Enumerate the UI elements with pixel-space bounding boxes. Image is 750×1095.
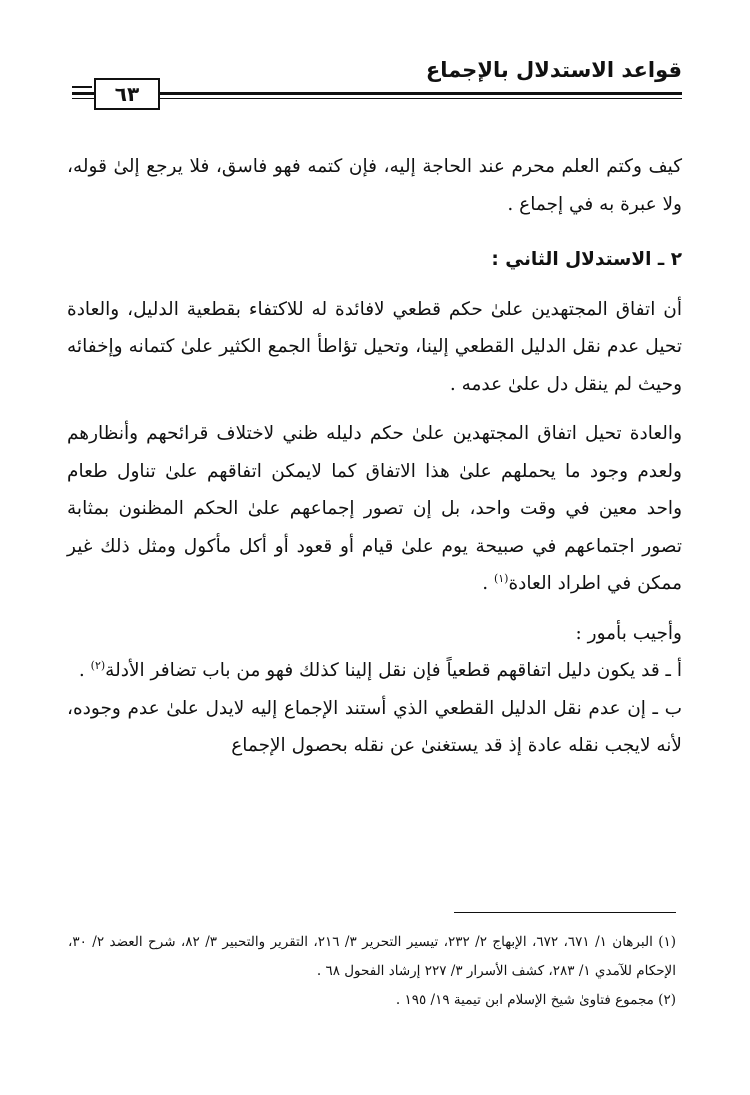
footnote-2: (٢) مجموع فتاوىٰ شيخ الإسلام ابن تيمية ١٩/ ١٩٥ . (395, 992, 676, 1008)
paragraph-2: أن اتفاق المجتهدين علىٰ حكم قطعي لافائدة له للاكتفاء بقطعية الدليل، والعادة تحيل عدم نقل الدليل القطعي إلينا، وتحيل تؤاطأ الجمع الكثير علىٰ كتمانه وإخفائه وحيث لم ينقل دل علىٰ عدمه . (67, 298, 682, 395)
paragraph-3-text: والعادة تحيل اتفاق المجتهدين علىٰ حكم دليله ظني لاختلاف قرائحهم وأنظارهم ولعدم وجود ما يحملهم علىٰ هذا الاتفاق كما لايمكن اتفاقهم علىٰ تناول طعام واحد معين في وقت واحد، بل إن تصور إجماعهم علىٰ الحكم المظنون بمثابة تصور اجتماعهم في صبيحة يوم علىٰ قيام أو قعود أو أكل مأكول ومثل ذلك غير ممكن في اطراد العادة (67, 423, 682, 594)
paragraph-1: كيف وكتم العلم محرم عند الحاجة إليه، فإن كتمه فهو فاسق، فلا يرجع إلىٰ قوله، ولا عبرة به في إجماع . (67, 156, 682, 215)
answer-a-end: . (78, 660, 91, 681)
running-title: قواعد الاستدلال بالإجماع (425, 58, 682, 82)
page-number: ٦٣ (94, 78, 160, 110)
footnote-ref-1: (١) (493, 571, 509, 585)
running-header (72, 58, 682, 106)
answer-intro: وأجيب بأمور : (575, 622, 682, 644)
footnote-ref-2: (٢) (90, 658, 106, 672)
section-heading: ٢ ـ الاستدلال الثاني : (491, 249, 682, 270)
header-rule-thick (72, 92, 682, 95)
paragraph-3-end: . (482, 573, 494, 594)
footnote-1: (١) البرهان ١/ ٦٧١، ٦٧٢، الإبهاج ٢/ ٢٣٢، تيسير التحرير ٣/ ٢١٦، التقرير والتحبير ٣/ ٨٢، شرح العضد ٢/ ٣٠، الإحكام للآمدي ١/ ٢٨٣، كشف الأسرار ٣/ ٢٢٧ إرشاد الفحول ٦٨ . (68, 934, 677, 979)
main-text (67, 148, 682, 765)
answer-a (67, 652, 682, 690)
paragraph-3 (67, 415, 682, 603)
header-rule-thin (72, 98, 682, 99)
answer-a-text: أ ـ قد يكون دليل اتفاقهم قطعياً فإن نقل إلينا كذلك فهو من باب تضافر الأدلة (105, 660, 682, 681)
footnotes (68, 928, 676, 1015)
answer-b: ب ـ إن عدم نقل الدليل القطعي الذي أستند الإجماع إليه لايدل علىٰ عدم وجوده، لأنه لايجب نقله عادة إذ قد يستغنىٰ عن نقله بحصول الإجماع (67, 697, 682, 756)
footnote-separator (454, 912, 676, 913)
header-left-bars (72, 86, 92, 100)
